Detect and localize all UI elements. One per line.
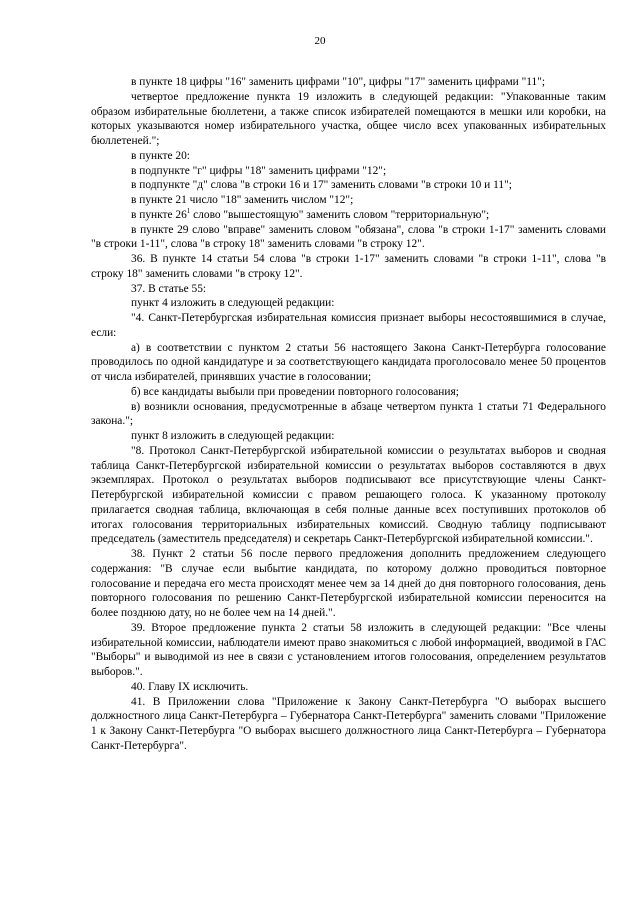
paragraph-subitem-g: в подпункте "г" цифры "18" заменить цифрами "12"; <box>131 164 387 177</box>
paragraph-item21: в пункте 21 число "18" заменить числом "12"; <box>131 194 354 206</box>
paragraph-subitem-d: в подпункте "д" слова "в строки 16 и 17" заменить словами "в строки 10 и 11"; <box>131 179 512 192</box>
paragraph-item8-text: "8. Протокол Санкт-Петербургской избирательной комиссии о результатах выборов и сводная таблица Санкт-Петербургской избирательной комиссии о результатах выборов составляются в двух экземплярах. Протокол о результатах выборов подписывают все присутствующие члены Санкт-Петербургской избирательной комиссии с правом решающего голоса. К указанному протоколу прилагается сводная таблица, включающая в себя полные данные всех поступивших протоколов об итогах голосования территориальных избирательных комиссий. Сводную таблицу подписывают председатель (заместитель председателя) и секретарь Санкт-Петербургской избирательной комиссии.". <box>91 444 606 546</box>
paragraph-37-item8-intro: пункт 8 изложить в следующей редакции: <box>131 430 335 442</box>
paragraph-subitem-b: б) все кандидаты выбыли при проведении повторного голосования; <box>131 385 459 398</box>
paragraph-40: 40. Главу IX исключить. <box>131 680 249 693</box>
superscript-one: 1 <box>186 206 191 215</box>
paragraph-39: 39. Второе предложение пункта 2 статьи 58 изложить в следующей редакции: "Все члены избирательной комиссии, наблюдатели имеют право знакомиться с любой информацией, вводимой в ГАС "Выборы" и выводимой из нее в связи с установлением итогов голосования, определением результатов выборов.". <box>91 621 606 678</box>
paragraph-38: 38. Пункт 2 статьи 56 после первого предложения дополнить предложением следующего содержания: "В случае если выбытие кандидата, по которому должно проводиться повторное голосование и передача его места происходят менее чем за 14 дней до дня повторного голосования, день повторного голосования по решению Санкт-Петербургской избирательной комиссии переносится на более позднюю дату, но не более чем на 14 дней.". <box>91 548 606 619</box>
paragraph-subitem-a: а) в соответствии с пунктом 2 статьи 56 настоящего Закона Санкт-Петербурга голосование проводилось по одной кандидатуре и за соответствующего кандидата проголосовало менее 50 процентов от числа избирателей, принявших участие в голосовании; <box>91 341 606 383</box>
paragraph-subitem-v: в) возникли основания, предусмотренные в абзаце четвертом пункта 1 статьи 71 Федерального закона."; <box>91 400 606 428</box>
paragraph-item29: в пункте 29 слово "вправе" заменить словом "обязана", слова "в строки 1-17" заменить словами "в строки 1-11", слова "в строку 18" заменить словами "в строку 12". <box>91 223 606 251</box>
paragraph-36: 36. В пункте 14 статьи 54 слова "в строки 1-17" заменить словами "в строки 1-11", слова "в строку 18" заменить словами "в строку 12". <box>91 253 606 280</box>
paragraph-41: 41. В Приложении слова "Приложение к Закону Санкт-Петербурга "О выборах высшего должностного лица Санкт-Петербурга – Губернатора Санкт-Петербурга" заменить словами "Приложение 1 к Закону Санкт-Петербурга "О выборах высшего должностного лица Санкт-Петербурга – Губернатора Санкт-Петербурга". <box>91 695 606 752</box>
document-body <box>91 75 606 754</box>
paragraph-37: 37. В статье 55: <box>131 282 207 295</box>
paragraph-item4-text: "4. Санкт-Петербургская избирательная комиссия признает выборы несостоявшимися в случае, если: <box>91 312 606 339</box>
paragraph-item19: четвертое предложение пункта 19 изложить в следующей редакции: "Упакованные таким образом избирательные бюллетени, а также список избирателей помещаются в мешки или коробки, на которых указываются номер избирательного участка, общее число всех упакованных избирательных бюллетеней."; <box>91 90 606 147</box>
paragraph-item18: в пункте 18 цифры "16" заменить цифрами "10", цифры "17" заменить цифрами "11"; <box>131 76 546 88</box>
paragraph-item26-1: в пункте $26^1$ слово "вышестоящую" заменить словом "территориальную"; <box>131 206 490 221</box>
page-number: 20 <box>314 35 326 47</box>
paragraph-item20: в пункте 20: <box>131 149 190 162</box>
paragraph-37-item4-intro: пункт 4 изложить в следующей редакции: <box>131 297 335 310</box>
